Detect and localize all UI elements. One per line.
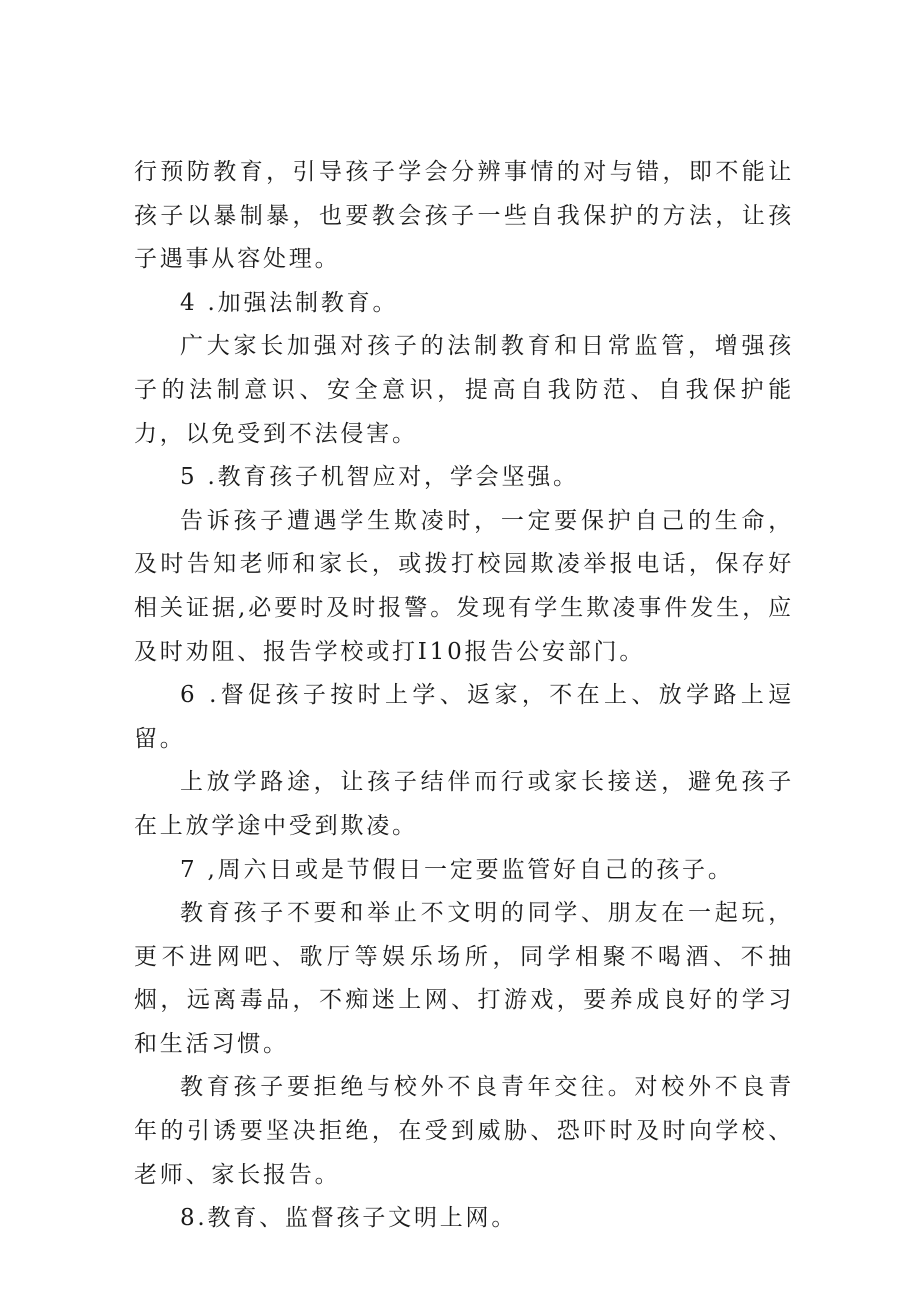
document-body	[134, 151, 794, 1241]
paragraph-respond-wisely: 告诉孩子遭遇学生欺凌时，一定要保护自己的生命，及时告知老师和家长，或拨打校园欺凌举报电话，保存好相关证据,必要时及时报警。发现有学生欺凌事件发生，应及时劝阻、报告学校或打I10报告公安部门。	[134, 507, 794, 665]
paragraph-weekend-supervision: 教育孩子不要和举止不文明的同学、朋友在一起玩，更不进网吧、歌厅等娱乐场所，同学相聚不喝酒、不抽烟，远离毒品，不痴迷上网、打游戏，要养成良好的学习和生活习惯。	[134, 900, 794, 1057]
paragraph-commute: 上放学路途，让孩子结伴而行或家长接送，避免孩子在上放学途中受到欺凌。	[134, 769, 794, 839]
section-heading-7: 7 ,周六日或是节假日一定要监管好自己的孩子。	[180, 856, 734, 883]
section-heading-8: 8.教育、监督孩子文明上网。	[180, 1205, 518, 1232]
paragraph-refuse-bad-peers: 教育孩子要拒绝与校外不良青年交往。对校外不良青年的引诱要坚决拒绝，在受到威胁、恐吓时及时向学校、老师、家长报告。	[134, 1074, 794, 1188]
section-heading-5: 5 .教育孩子机智应对，学会坚强。	[180, 464, 579, 491]
paragraph-legal-education: 广大家长加强对孩子的法制教育和日常监管，增强孩子的法制意识、安全意识，提高自我防范、自我保护能力，以免受到不法侵害。	[134, 333, 794, 447]
paragraph-continuation: 行预防教育，引导孩子学会分辨事情的对与错，即不能让孩子以暴制暴，也要教会孩子一些自我保护的方法，让孩子遇事从容处理。	[134, 159, 794, 273]
section-heading-6: 6 .督促孩子按时上学、返家，不在上、放学路上逗留。	[134, 682, 794, 752]
section-heading-4: 4 .加强法制教育。	[180, 289, 399, 316]
